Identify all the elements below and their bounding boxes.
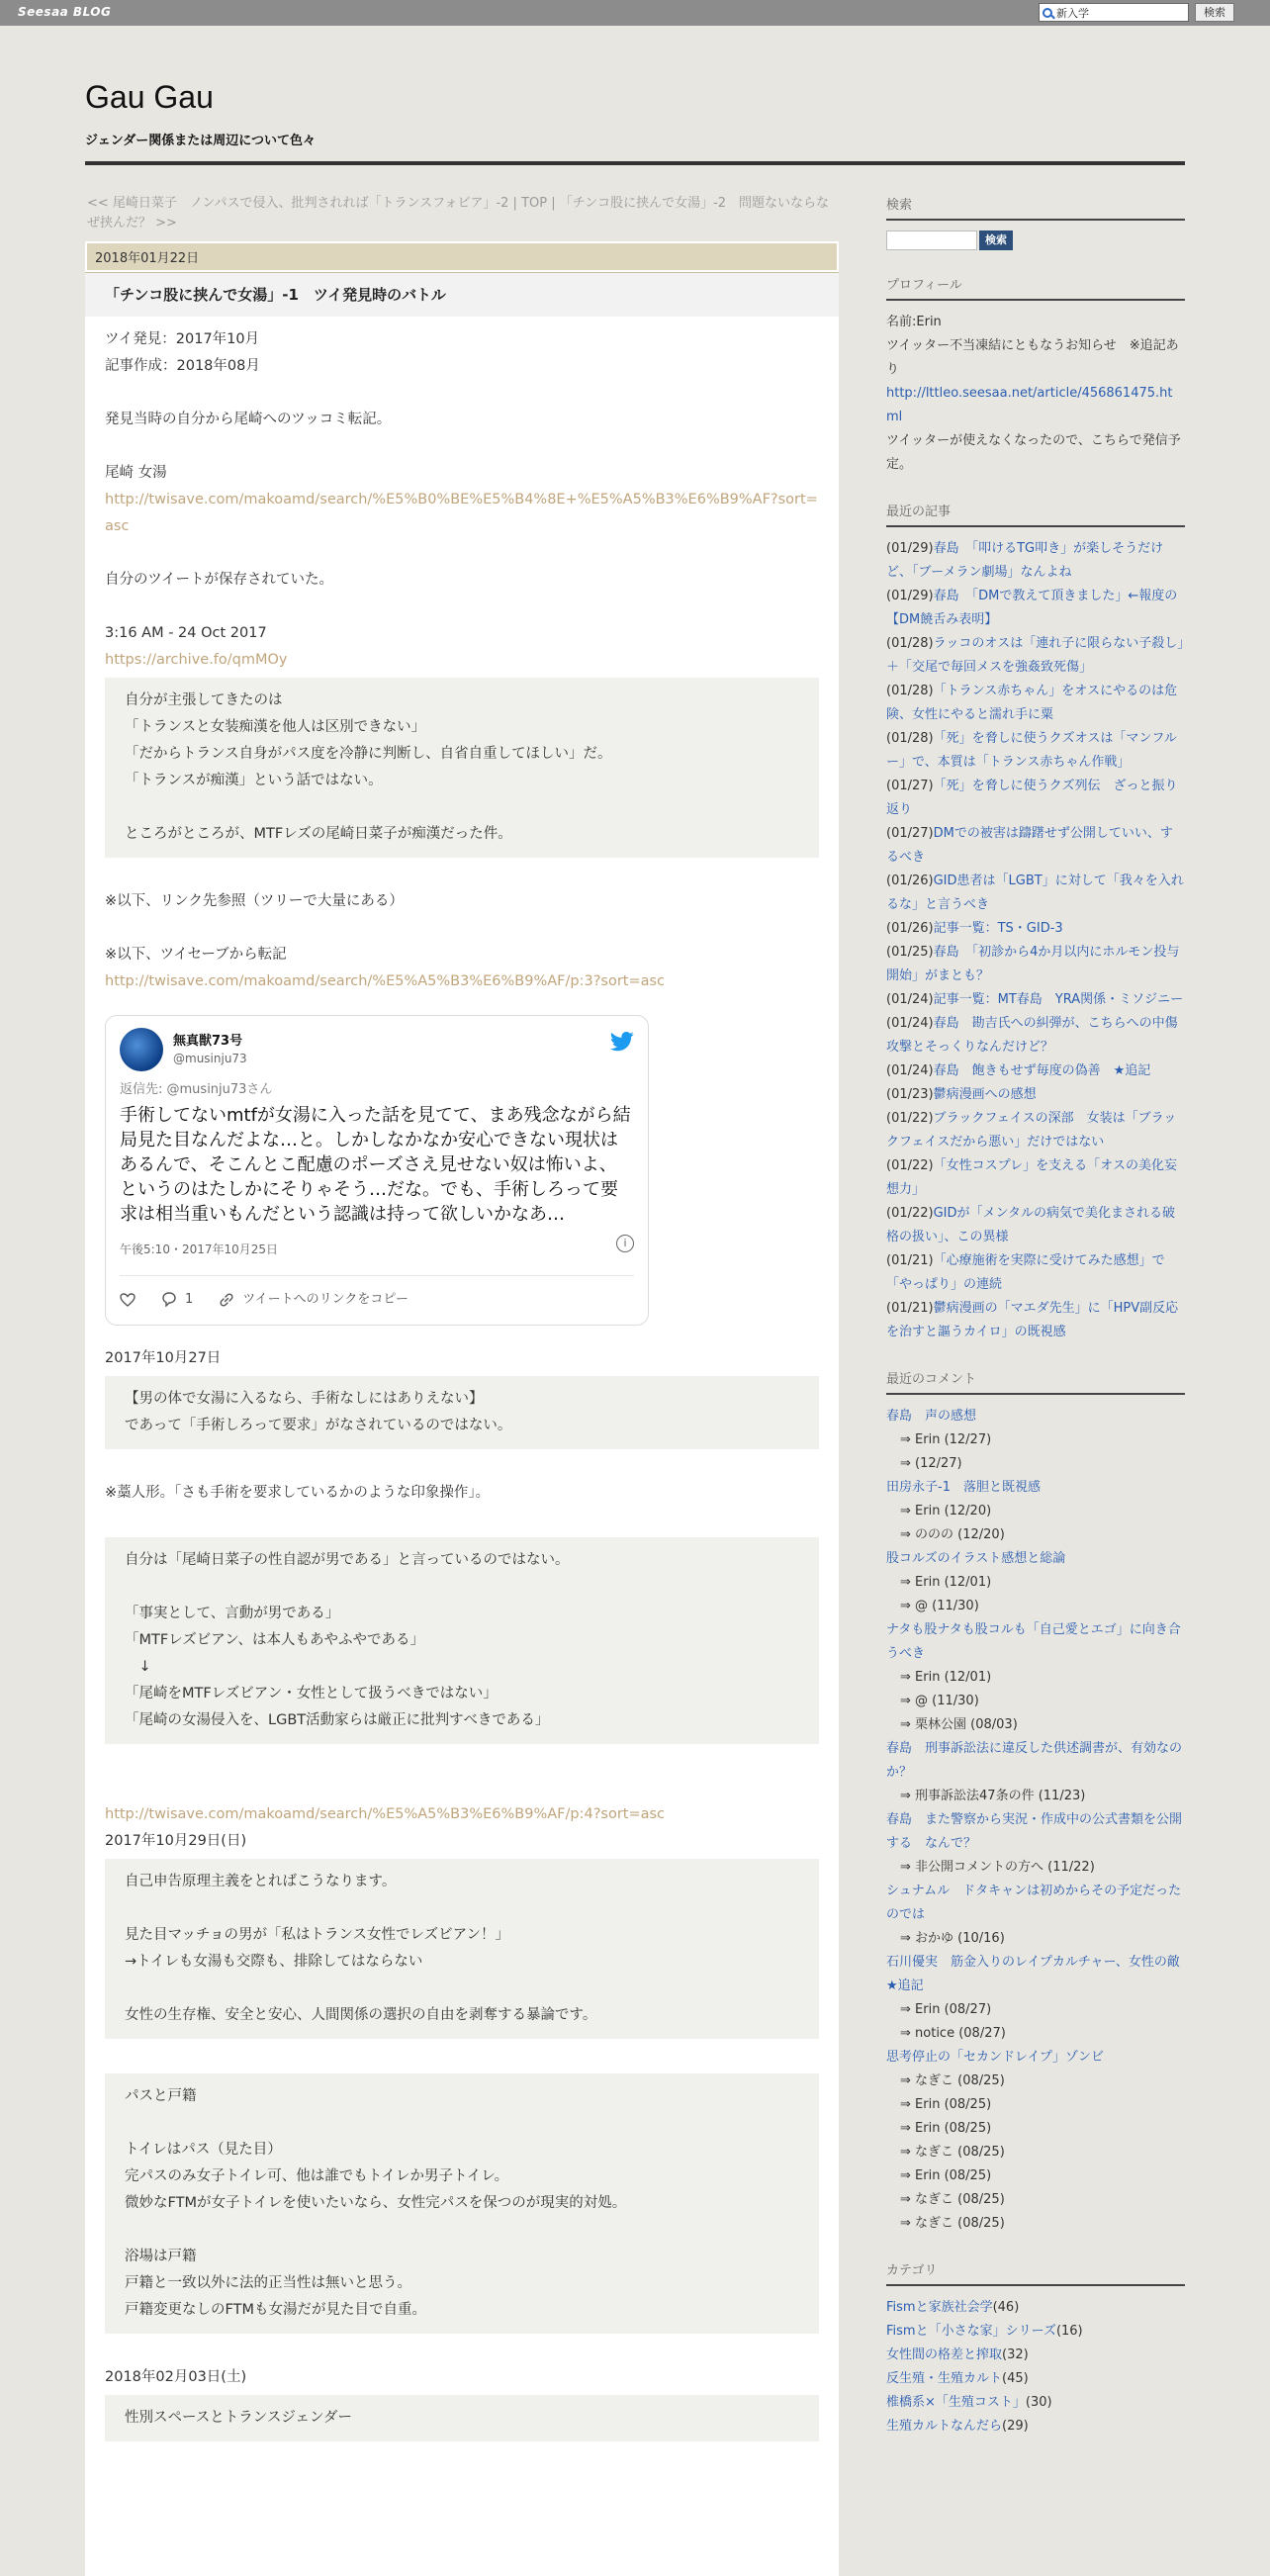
tweet-user-name[interactable]: 無真獣73号 bbox=[173, 1034, 243, 1049]
comment-post-link[interactable]: シュナムル ドタキャンは初めからその予定だったのでは bbox=[886, 1884, 1182, 1922]
text-line: 微妙なFTMが女子トイレを使いたいなら、女性完パスを保つのが現実的対処。 bbox=[125, 2195, 627, 2211]
text-line: →トイレも女湯も交際も、排除してはならない bbox=[125, 1954, 423, 1970]
top-search bbox=[1039, 3, 1234, 22]
category-count: (30) bbox=[1025, 2395, 1052, 2410]
recent-post-date: (01/29) bbox=[886, 541, 934, 556]
text-line: ツイ発見：2017年10月 bbox=[105, 331, 260, 347]
comment-list bbox=[886, 1405, 1193, 2236]
category-item bbox=[886, 2415, 1185, 2438]
comment-item[interactable]: ⇒ なぎこ (08/25) bbox=[900, 2145, 1005, 2160]
text-line: 「尾崎の女湯侵入を、LGBT活動家らは厳正に批判すべきである」 bbox=[125, 1712, 550, 1728]
recent-post-date: (01/25) bbox=[886, 945, 934, 960]
profile-note-2: ツイッターが使えなくなったので、こちらで発信予定。 bbox=[886, 433, 1181, 472]
note-link-ref: ※以下、リンク先参照（ツリーで大量にある） bbox=[105, 893, 404, 909]
sidebar-search-title: 検索 bbox=[886, 194, 1185, 221]
recent-title: 最近の記事 bbox=[886, 501, 1185, 527]
post-meta-lines bbox=[105, 326, 819, 380]
comment-item[interactable]: ⇒ Erin (12/01) bbox=[900, 1670, 992, 1685]
category-link[interactable]: Fismと家族社会学 bbox=[886, 2300, 993, 2315]
post-body bbox=[85, 317, 839, 2441]
text-line: 「MTFレズビアン、は本人もあやふやである」 bbox=[125, 1632, 425, 1648]
text-line: 「事実として、言動が男である」 bbox=[125, 1606, 340, 1621]
sidebar-search-row bbox=[886, 230, 1185, 250]
post-intro: 発見当時の自分から尾崎へのツッコミ転記。 bbox=[105, 412, 392, 427]
recent-post-item bbox=[886, 680, 1185, 727]
tweet-user-handle[interactable]: @musinju73 bbox=[173, 1052, 247, 1065]
recent-post-link[interactable]: 鬱病漫画の「マエダ先生」に「HPV副反応を治すと謳うカイロ」の既視感 bbox=[886, 1301, 1179, 1339]
text-line: パスと戸籍 bbox=[125, 2088, 197, 2104]
comment-post-link[interactable]: ナタも股ナタも股コルも「自己愛とエゴ」に向き合うべき bbox=[886, 1622, 1181, 1661]
category-link[interactable]: 女性間の格差と搾取 bbox=[886, 2347, 1003, 2362]
recent-post-link[interactable]: 「トランス赤ちゃん」をオスにやるのは危険、女性にやると濡れ手に粟 bbox=[886, 684, 1178, 722]
top-bar bbox=[0, 0, 1270, 26]
like-button[interactable] bbox=[120, 1293, 136, 1307]
recent-post-link[interactable]: DMでの被害は躊躇せず公開していい、するべき bbox=[886, 826, 1173, 865]
post bbox=[85, 241, 839, 2576]
header-divider bbox=[85, 161, 1185, 165]
recent-post-date: (01/23) bbox=[886, 1087, 934, 1102]
quote-block-4 bbox=[105, 1859, 819, 2039]
top-search-value: 新入学 bbox=[1056, 6, 1089, 20]
recent-post-item bbox=[886, 1083, 1185, 1107]
text-line: 【男の体で女湯に入るなら、手術なしにはありえない】 bbox=[125, 1391, 484, 1407]
recent-post-date: (01/26) bbox=[886, 874, 934, 888]
category-item bbox=[886, 2320, 1185, 2344]
comment-item[interactable]: ⇒ 刑事訴訟法47条の件 (11/23) bbox=[900, 1789, 1086, 1803]
tweet-reply-to[interactable]: 返信先: @musinju73さん bbox=[120, 1082, 273, 1097]
tweet-header bbox=[120, 1028, 634, 1071]
text-line: ↓ bbox=[125, 1659, 151, 1675]
comment-item[interactable]: ⇒ (12/27) bbox=[900, 1456, 962, 1471]
blog-header bbox=[85, 79, 1185, 148]
recent-post-item bbox=[886, 1059, 1185, 1083]
quote-block-5 bbox=[105, 2073, 819, 2334]
comment-item[interactable]: ⇒ なぎこ (08/25) bbox=[900, 2216, 1005, 2231]
recent-post-item bbox=[886, 632, 1185, 680]
twisave-link-1[interactable]: http://twisave.com/makoamd/search/%E5%B0%BE%E5%B4%8E+%E5%A5%B3%E6%B9%AF?sort=asc bbox=[105, 492, 818, 534]
info-icon[interactable]: i bbox=[616, 1235, 634, 1252]
recent-post-link[interactable]: GIDが「メンタルの病気で美化まされる破格の扱い」、この異様 bbox=[886, 1206, 1176, 1244]
text-line bbox=[125, 1574, 799, 1601]
recent-post-date: (01/28) bbox=[886, 636, 934, 651]
category-list bbox=[886, 2296, 1185, 2438]
text-line: 「トランスが痴漢」という話ではない。 bbox=[125, 773, 383, 788]
recent-post-item bbox=[886, 941, 1185, 988]
recent-post-date: (01/21) bbox=[886, 1301, 934, 1316]
category-count: (29) bbox=[1002, 2419, 1029, 2434]
text-line: 戸籍と一致以外に法的正当性は無いと思う。 bbox=[125, 2275, 411, 2291]
category-count: (16) bbox=[1055, 2324, 1083, 2339]
search-icon bbox=[1043, 8, 1052, 18]
recent-post-date: (01/22) bbox=[886, 1206, 934, 1221]
category-item bbox=[886, 2344, 1185, 2367]
text-line: トイレはパス（見た目） bbox=[125, 2142, 282, 2158]
blog-description: ジェンダー関係または周辺について色々 bbox=[85, 134, 316, 148]
tweet-meta bbox=[120, 1237, 634, 1263]
profile-link[interactable]: http://lttleo.seesaa.net/article/456861475.html bbox=[886, 386, 1173, 424]
sidebar-search-input[interactable] bbox=[886, 230, 977, 250]
text-line: ところがところが、MTFレズの尾崎日菜子が痴漢だった件。 bbox=[125, 826, 512, 842]
comment-post-link[interactable]: 春島 また警察から実況・作成中の公式書類を公開する なんで？ bbox=[886, 1812, 1183, 1851]
recent-post-link[interactable]: 春島 「初診から4か月以内にホルモン投与開始」がまとも？ bbox=[886, 945, 1180, 983]
recent-post-date: (01/27) bbox=[886, 779, 934, 793]
link-icon bbox=[219, 1292, 234, 1308]
post-date: 2018年01月22日 bbox=[85, 241, 839, 272]
seesaa-logo[interactable]: Seesaa BLOG bbox=[18, 5, 112, 19]
text-line: 女性の生存権、安全と安心、人間関係の選択の自由を剥奪する暴論です。 bbox=[125, 2007, 597, 2023]
sidebar-recent-comments bbox=[886, 1368, 1193, 2236]
profile-note: ツイッター不当凍結にともなうお知らせ ※追記あり bbox=[886, 338, 1179, 377]
pager-separator: | bbox=[508, 196, 522, 211]
category-count: (45) bbox=[1002, 2371, 1029, 2386]
post-name: 尾崎 女湯 bbox=[105, 465, 167, 481]
blog-title[interactable]: Gau Gau bbox=[85, 79, 214, 115]
comment-item[interactable]: ⇒ Erin (08/25) bbox=[900, 2121, 992, 2136]
recent-post-item bbox=[886, 1202, 1185, 1249]
comment-post-link[interactable]: 田房永子-1 落胆と既視感 bbox=[886, 1480, 1041, 1495]
recent-post-item bbox=[886, 1154, 1185, 1202]
recent-post-date: (01/29) bbox=[886, 589, 934, 603]
twitter-bird-icon[interactable] bbox=[610, 1032, 634, 1052]
comment-post-link[interactable]: 石川優実 筋金入りのレイプカルチャー、女性の敵 ★追記 bbox=[886, 1955, 1193, 1993]
recent-post-date: (01/28) bbox=[886, 684, 934, 698]
category-link[interactable]: Fismと「小さな家」シリーズ bbox=[886, 2324, 1056, 2339]
tweet-actions bbox=[120, 1275, 634, 1313]
text-line: 「だからトランス自身がパス度を冷静に判断し、自省自重してほしい」だ。 bbox=[125, 746, 612, 762]
twisave-link-2[interactable]: http://twisave.com/makoamd/search/%E5%A5%B3%E6%B9%AF/p:3?sort=asc bbox=[105, 973, 666, 989]
quote-block-2 bbox=[105, 1376, 819, 1449]
profile-title: プロフィール bbox=[886, 274, 1185, 301]
recent-post-item bbox=[886, 1012, 1185, 1059]
category-link[interactable]: 椎橋系×「生殖コスト」 bbox=[886, 2395, 1026, 2410]
recent-post-item bbox=[886, 585, 1185, 632]
comment-icon bbox=[161, 1292, 177, 1307]
copy-link-button[interactable] bbox=[219, 1286, 408, 1313]
categories-title: カテゴリ bbox=[886, 2259, 1185, 2286]
quote-block-1 bbox=[105, 678, 819, 858]
comment-item[interactable]: ⇒ Erin (08/27) bbox=[900, 2002, 992, 2017]
category-link[interactable]: 生殖カルトなんだら bbox=[886, 2419, 1003, 2434]
recent-post-date: (01/22) bbox=[886, 1158, 934, 1173]
sidebar-search-button[interactable]: 検索 bbox=[979, 230, 1013, 250]
sidebar bbox=[886, 194, 1193, 2462]
top-link[interactable]: TOP bbox=[521, 196, 548, 211]
text-line bbox=[125, 2217, 799, 2244]
comment-item[interactable]: ⇒ Erin (12/27) bbox=[900, 1432, 992, 1447]
sidebar-search bbox=[886, 194, 1185, 250]
recent-post-item bbox=[886, 988, 1185, 1012]
text-line: 「トランスと女装痴漢を他人は区別できない」 bbox=[125, 719, 426, 735]
comment-item[interactable]: ⇒ ののの (12/20) bbox=[900, 1527, 1005, 1542]
text-line: であって「手術しろって要求」がなされているのではない。 bbox=[125, 1418, 512, 1433]
comments-title: 最近のコメント bbox=[886, 1368, 1185, 1395]
recent-post-date: (01/24) bbox=[886, 1063, 934, 1078]
comment-post-link[interactable]: 股コルズのイラスト感想と総論 bbox=[886, 1551, 1066, 1566]
comment-item[interactable]: ⇒ Erin (12/01) bbox=[900, 1575, 992, 1590]
comment-item[interactable]: ⇒ Erin (08/25) bbox=[900, 2097, 992, 2112]
profile-name: 名前:Erin bbox=[886, 315, 942, 329]
text-line: 戸籍変更なしのFTMも女湯だが見た目で自重。 bbox=[125, 2302, 426, 2318]
recent-post-item bbox=[886, 537, 1185, 585]
recent-post-link[interactable]: 「死」を脅しに使うクズオスは「マンフルー」で、本質は「トランス赤ちゃん作戦」 bbox=[886, 731, 1177, 770]
reply-button[interactable] bbox=[161, 1286, 193, 1313]
embedded-tweet[interactable] bbox=[105, 1015, 649, 1326]
recent-post-date: (01/21) bbox=[886, 1253, 934, 1268]
recent-post-link[interactable]: 春島 「DMで教えて頂きました」←報度の【DM饒舌み表明】 bbox=[886, 589, 1178, 627]
recent-post-date: (01/27) bbox=[886, 826, 934, 841]
recent-post-item bbox=[886, 775, 1185, 822]
recent-post-item bbox=[886, 1249, 1185, 1297]
heart-icon bbox=[120, 1293, 136, 1307]
recent-post-date: (01/24) bbox=[886, 1016, 934, 1031]
top-search-button[interactable]: 検索 bbox=[1195, 3, 1234, 22]
recent-post-date: (01/24) bbox=[886, 992, 934, 1007]
text-line: 見た目マッチョの男が「私はトランス女性でレズビアン！」 bbox=[125, 1927, 510, 1943]
tweet-text: 手術してないmtfが女湯に入った話を見てて、まあ残念ながら結局見た目なんだよな…と。しかしなかなか安心できない現状はあるんで、そこんとこ配慮のポーズさえ見せない奴は怖いよ、というのはたしかにそりゃそう…だな。でも、手術しろって要求は相当重いもんだという認識は持って欲しいかなあ… bbox=[120, 1105, 631, 1225]
date-2: 2017年10月27日 bbox=[105, 1350, 222, 1366]
recent-post-link[interactable]: 春島 「叩けるTG叩き」が楽しそうだけど、「ブーメラン劇場」なんよね bbox=[886, 541, 1164, 580]
post-time: 3:16 AM - 24 Oct 2017 bbox=[105, 625, 267, 641]
recent-post-link[interactable]: 「心療施術を実際に受けてみた感想」で「やっぱり」の連続 bbox=[886, 1253, 1165, 1292]
category-item bbox=[886, 2391, 1185, 2415]
post-saved-note: 自分のツイートが保存されていた。 bbox=[105, 572, 333, 588]
sidebar-categories bbox=[886, 2259, 1185, 2438]
text-line: 完パスのみ女子トイレ可、他は誰でもトイレか男子トイレ。 bbox=[125, 2168, 509, 2184]
recent-post-item bbox=[886, 1297, 1185, 1344]
category-count: (46) bbox=[992, 2300, 1020, 2315]
category-item bbox=[886, 2296, 1185, 2320]
date-3: 2017年10月29日(日) bbox=[105, 1833, 247, 1849]
text-line bbox=[125, 1976, 799, 2002]
avatar[interactable] bbox=[120, 1028, 163, 1071]
recent-post-link[interactable]: GID患者は「LGBT」に対して「我々を入れるな」と言うべき bbox=[886, 874, 1184, 912]
sidebar-profile bbox=[886, 274, 1185, 477]
recent-post-date: (01/28) bbox=[886, 731, 934, 746]
note-strawman: ※藁人形。「さも手術を要求しているかのような印象操作」。 bbox=[105, 1485, 491, 1501]
text-line: 自分は「尾崎日菜子の性自認が男である」と言っているのではない。 bbox=[125, 1552, 570, 1568]
recent-post-link[interactable]: 記事一覧：TS・GID-3 bbox=[933, 921, 1063, 936]
date-4: 2018年02月03日(土) bbox=[105, 2369, 247, 2385]
text-line: 自分が主張してきたのは bbox=[125, 692, 283, 708]
comment-item[interactable]: ⇒ なぎこ (08/25) bbox=[900, 2192, 1005, 2207]
recent-post-link[interactable]: 春島 勘吉氏への糾弾が、こちらへの中傷攻撃とそっくりなんだけど？ bbox=[886, 1016, 1178, 1055]
comment-item[interactable]: ⇒ @ (11/30) bbox=[900, 1694, 979, 1708]
top-search-input[interactable] bbox=[1039, 3, 1189, 22]
recent-post-link[interactable]: 「死」を脅しに使うクズ列伝 ざっと振り返り bbox=[886, 779, 1178, 817]
text-line bbox=[125, 2110, 799, 2137]
post-pager bbox=[85, 194, 839, 233]
pager-separator: | bbox=[547, 196, 560, 211]
copy-link-label: ツイートへのリンクをコピー bbox=[242, 1292, 408, 1307]
text-line: 性別スペースとトランスジェンダー bbox=[125, 2410, 352, 2426]
archive-link[interactable]: https://archive.fo/qmMOy bbox=[105, 652, 288, 668]
tweet-timestamp[interactable]: 午後5:10・2017年10月25日 bbox=[120, 1242, 279, 1256]
recent-post-link[interactable]: 記事一覧：MT春島 YRA関係・ミソジニー bbox=[933, 992, 1184, 1007]
note-twisave: ※以下、ツイセーブから転記 bbox=[105, 947, 287, 963]
next-post-link[interactable]: 「チンコ股に挟んで女湯」-2 問題ないならなぜ挟んだ？ >> bbox=[87, 196, 830, 230]
recent-list bbox=[886, 537, 1185, 1344]
text-line bbox=[125, 794, 799, 821]
comment-item[interactable]: ⇒ notice (08/27) bbox=[900, 2026, 1006, 2041]
comment-post-link[interactable]: 春島 刑事訴訟法に違反した供述調書が、有効なのか？ bbox=[886, 1741, 1183, 1780]
recent-post-date: (01/22) bbox=[886, 1111, 934, 1126]
comment-item[interactable]: ⇒ @ (11/30) bbox=[900, 1599, 979, 1613]
post-title: 「チンコ股に挟んで女湯」-1 ツイ発見時のバトル bbox=[85, 272, 839, 317]
text-line bbox=[125, 1895, 799, 1922]
reply-count: 1 bbox=[185, 1292, 194, 1307]
twisave-link-3[interactable]: http://twisave.com/makoamd/search/%E5%A5%B3%E6%B9%AF/p:4?sort=asc bbox=[105, 1806, 666, 1822]
comment-item[interactable]: ⇒ おかゆ (10/16) bbox=[900, 1931, 1005, 1946]
comment-item[interactable]: ⇒ なぎこ (08/25) bbox=[900, 2073, 1005, 2088]
recent-post-link[interactable]: 「女性コスプレ」を支える「オスの美化妄想力」 bbox=[886, 1158, 1177, 1197]
recent-post-link[interactable]: ブラックフェイスの深部 女装は「ブラックフェイスだから悪い」だけではない bbox=[886, 1111, 1177, 1150]
comment-item[interactable]: ⇒ 栗林公園 (08/03) bbox=[900, 1717, 1018, 1732]
category-item bbox=[886, 2367, 1185, 2391]
recent-post-item bbox=[886, 822, 1185, 870]
comment-item[interactable]: ⇒ Erin (08/25) bbox=[900, 2168, 992, 2183]
recent-post-link[interactable]: ラッコのオスは「連れ子に限らない子殺し」＋「交尾で毎回メスを強姦致死傷」 bbox=[886, 636, 1184, 675]
recent-post-link[interactable]: 春島 飽きもせず毎度の偽善 ★追記 bbox=[933, 1063, 1151, 1078]
category-link[interactable]: 反生殖・生殖カルト bbox=[886, 2371, 1003, 2386]
sidebar-recent-posts bbox=[886, 501, 1185, 1344]
recent-post-item bbox=[886, 1107, 1185, 1154]
recent-post-item bbox=[886, 727, 1185, 775]
text-line: 浴場は戸籍 bbox=[125, 2249, 197, 2264]
main-column bbox=[85, 194, 839, 2576]
recent-post-link[interactable]: 鬱病漫画への感想 bbox=[933, 1087, 1037, 1102]
text-line: 自己申告原理主義をとればこうなります。 bbox=[125, 1874, 397, 1889]
comment-post-link[interactable]: 春島 声の感想 bbox=[886, 1409, 977, 1424]
recent-post-item bbox=[886, 917, 1185, 941]
comment-item[interactable]: ⇒ Erin (12/20) bbox=[900, 1504, 992, 1518]
quote-block-3 bbox=[105, 1537, 819, 1744]
recent-post-item bbox=[886, 870, 1185, 917]
quote-block-6 bbox=[105, 2395, 819, 2441]
text-line: 「尾崎をMTFレズビアン・女性として扱うべきではない」 bbox=[125, 1686, 498, 1702]
recent-post-date: (01/26) bbox=[886, 921, 934, 936]
comment-item[interactable]: ⇒ 非公開コメントの方へ (11/22) bbox=[900, 1860, 1095, 1875]
category-count: (32) bbox=[1002, 2347, 1029, 2362]
prev-post-link[interactable]: << 尾崎日菜子 ノンパスで侵入、批判されれば「トランスフォビア」-2 bbox=[87, 196, 509, 211]
comment-post-link[interactable]: 思考停止の「セカンドレイプ」ゾンビ bbox=[886, 2050, 1104, 2065]
text-line: 記事作成：2018年08月 bbox=[105, 358, 260, 374]
